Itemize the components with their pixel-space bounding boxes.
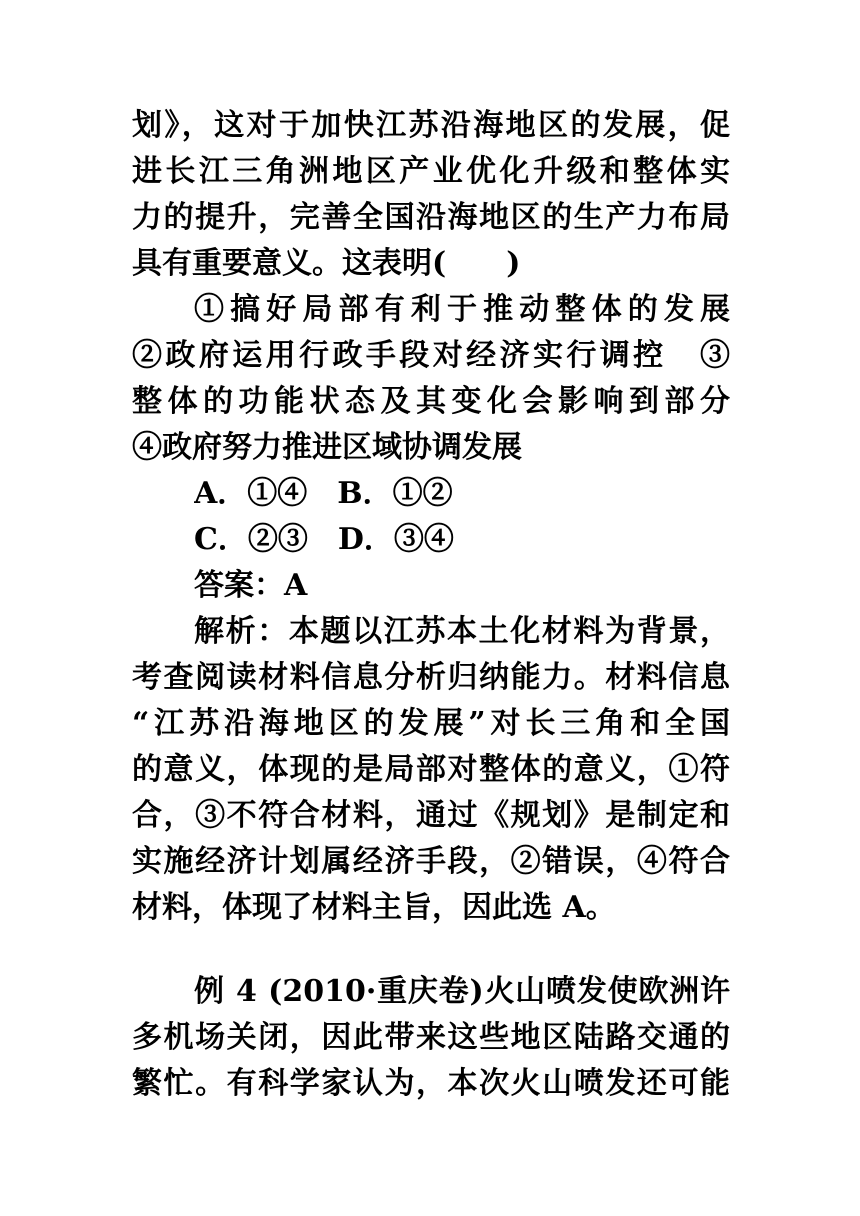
option-statement: ②政府运用行政手段对经济实行调控 ③ xyxy=(132,338,730,373)
answer-choices: C．②③ D．③④ xyxy=(194,522,454,557)
example-heading: 例 4 (2010·重庆卷)火山喷发使欧洲许 xyxy=(194,974,730,1009)
option-statement: ①搞好局部有利于推动整体的发展 xyxy=(194,292,730,327)
analysis-text: 实施经济计划属经济手段，②错误，④符合 xyxy=(132,844,730,879)
option-statement: ④政府努力推进区域协调发展 xyxy=(132,430,522,465)
analysis-text: 解析：本题以江苏本土化材料为背景， xyxy=(194,614,730,649)
text-line: 划》，这对于加快江苏沿海地区的发展，促 xyxy=(132,108,730,143)
analysis-text: 材料，体现了材料主旨，因此选 A。 xyxy=(132,890,616,925)
analysis-text: 考查阅读材料信息分析归纳能力。材料信息 xyxy=(132,660,730,695)
answer: 答案：A xyxy=(194,568,308,603)
analysis-text: 的意义，体现的是局部对整体的意义，①符 xyxy=(132,752,730,787)
example-text: 繁忙。有科学家认为，本次火山喷发还可能 xyxy=(132,1066,730,1101)
text-line: 具有重要意义。这表明( ) xyxy=(132,246,521,281)
answer-choices: A．①④ B．①② xyxy=(194,476,453,511)
analysis-text: “江苏沿海地区的发展”对长三角和全国 xyxy=(132,706,730,741)
text-line: 力的提升，完善全国沿海地区的生产力布局 xyxy=(132,200,730,235)
example-text: 多机场关闭，因此带来这些地区陆路交通的 xyxy=(132,1020,730,1055)
analysis-text: 合，③不符合材料，通过《规划》是制定和 xyxy=(132,798,730,833)
option-statement: 整体的功能状态及其变化会影响到部分 xyxy=(132,384,730,419)
text-line: 进长江三角洲地区产业优化升级和整体实 xyxy=(132,154,730,189)
